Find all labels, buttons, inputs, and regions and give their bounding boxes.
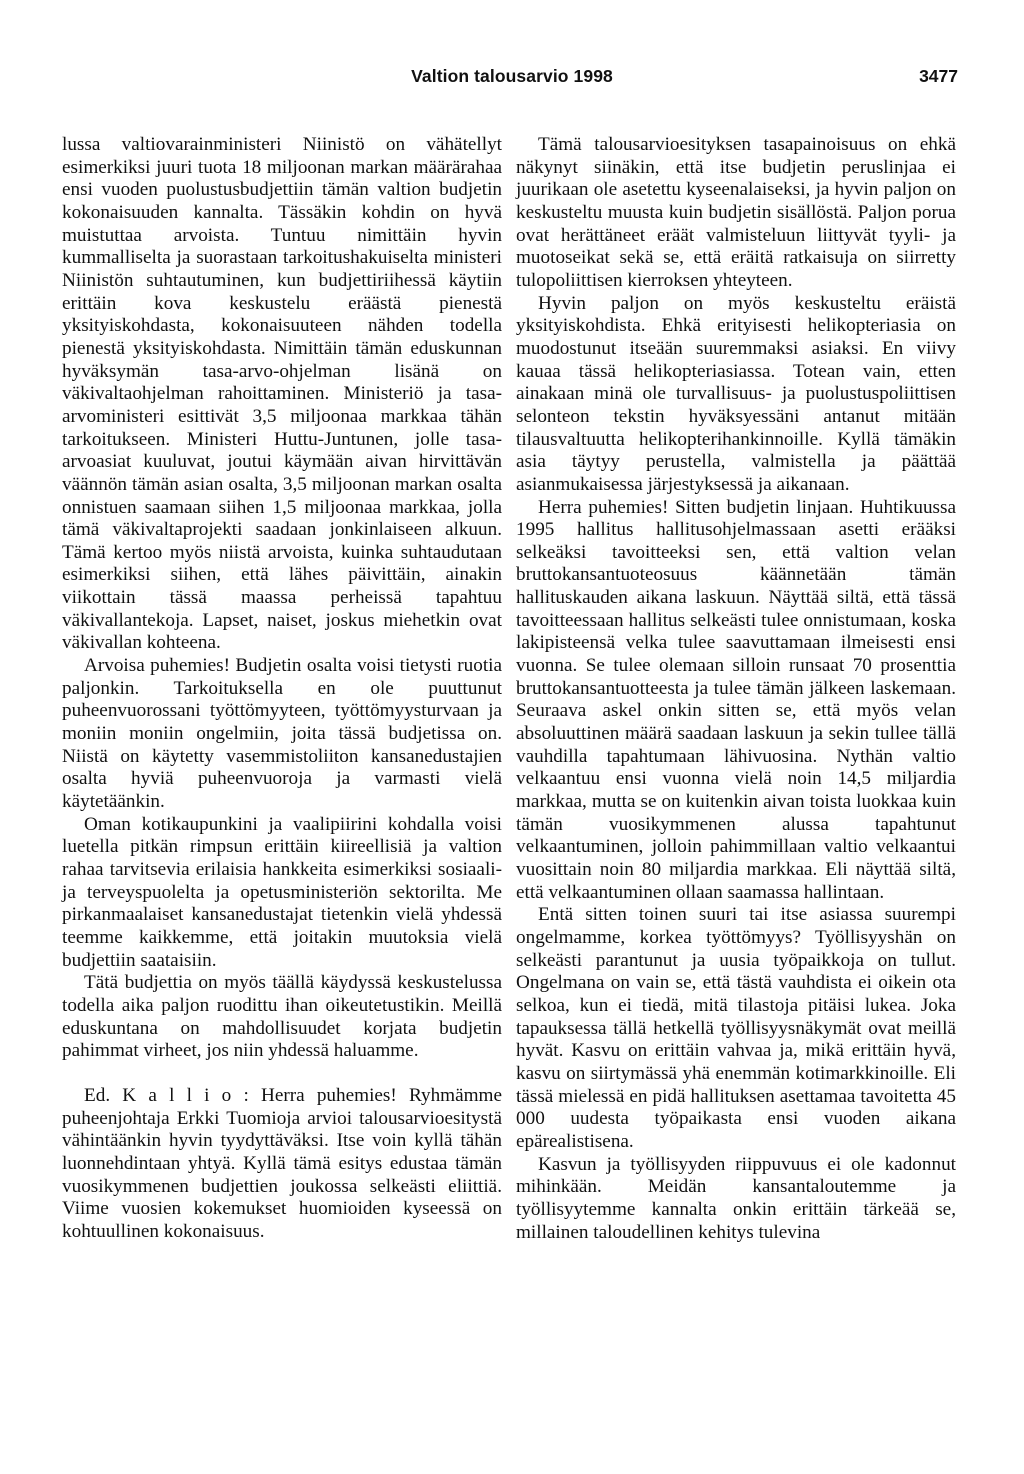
speaker-paragraph: Ed. K a l l i o : Herra puhemies! Ryhmämme puheenjohtaja Erkki Tuomioja arvioi talousarvioesitystä vähintäänkin hyvin tyydyttäväksi. Itse voin kyllä tähän luonnehdintaan yhtyä. Kyllä tämä esitys edustaa tämän vuosikymmenen budjettien joukossa selkeästi eliittiä. Viime vuosien kokemukset huomioiden kyseessä on kohtuullinen kokonaisuus. bbox=[62, 1084, 502, 1242]
paragraph: Tämä talousarvioesityksen tasapainoisuus on ehkä näkynyt siinäkin, että itse budjetin peruslinjaa ei juurikaan ole asetettu kyseenalaiseksi, ja hyvin paljon on keskusteltu muusta kuin budjetin sisällöstä. Paljon porua ovat herättäneet eräät valmisteluun liittyvät tyyli- ja muotoseikat sekä se, että eräitä ratkaisuja on siirretty tulopoliittisen kierroksen yhteyteen. bbox=[516, 134, 956, 291]
paragraph: lussa valtiovarainministeri Niinistö on vähätellyt esimerkiksi juuri tuota 18 miljoonan markan määrärahaa ensi vuoden puolustusbudjettiin tämän valtion budjetin kokonaisuuden kannalta. Tässäkin kohdin on hyvä muistuttaa arvoista. Tuntuu nimittäin hyvin kummalliselta ja suorastaan tarkoitushakuiselta ministeri Niinistön suhtautuminen, kun budjettiriihessä käytiin erittäin kova keskustelu eräästä pienestä yksityiskohdasta, kokonaisuuteen nähden todella pienestä yksityiskohdasta. Nimittäin tämän eduskunnan hyväksymän tasa-arvo-ohjelman lisänä on väkivaltaohjelman rahoittaminen. Ministeriö ja tasa-arvoministeri esittivät 3,5 miljoonaa markkaa tähän tarkoitukseen. Ministeri Huttu-Juntunen, jolle tasa-arvoasiat kuuluvat, joutui käymään aivan hirvittävän väännön tämän asian osalta, 3,5 miljoonan markan osalta onnistuen saamaan siihen 1,5 miljoonaa markkaa, jolla tämä väkivaltaprojekti saadaan jonkinlaiseen alkuun. Tämä kertoo myös niistä arvoista, kuinka suhtaudutaan esimerkiksi siihen, että lähes päivittäin, ainakin viikottain tässä maassa perheissä tapahtuu väkivallantekoja. Lapset, naiset, joskus miehetkin ovat väkivallan kohteena. bbox=[62, 134, 502, 654]
paragraph: Hyvin paljon on myös keskusteltu eräistä yksityiskohdista. Ehkä erityisesti helikopteriasia on muodostunut itseään suuremmaksi asiaksi. En viivy kauaa tässä helikopteriasiassa. Totean vain, etten ainakaan minä ole turvallisuus- ja puolustuspoliittisen selonteon tekstin hyväksyessäni antanut mitään tilausvaltuutta helikopterihankinnoille. Kyllä tämäkin asia täytyy perustella, valmistella ja päättää asianmukaisessa järjestyksessä ja aikanaan. bbox=[516, 292, 956, 495]
left-column bbox=[62, 134, 502, 1244]
paragraph: Entä sitten toinen suuri tai itse asiassa suurempi ongelmamme, korkea työttömyys? Työllisyyshän on selkeästi parantunut ja uusia työpaikkoja on tullut. Ongelmana on vain se, että tästä vauhdista ei oikein ota selkoa, kun ei tiedä, mitä tilastoja pitäisi lukea. Joka tapauksessa tällä hetkellä työllisyysnäkymät ovat meillä hyvät. Kasvu on erittäin vahvaa ja, mikä erittäin hyvä, kasvu on siirtymässä yhä enemmän kotimarkkinoille. Eli tässä mielessä en pidä hallituksen asettamaa tavoitetta 45 000 uudesta työpaikasta ensi vuoden aikana epärealistisena. bbox=[516, 904, 956, 1152]
paragraph: Arvoisa puhemies! Budjetin osalta voisi tietysti ruotia paljonkin. Tarkoituksella en ole puuttunut puheenvuorossani työttömyyteen, työttömyysturvaan ja moniin moniin ongelmiin, joita tässä budjetissa on. Niistä on käytetty vasemmistoliiton kansanedustajien osalta hyviä puheenvuoroja ja varmasti vielä käytetäänkin. bbox=[62, 655, 502, 813]
paragraph: Herra puhemies! Sitten budjetin linjaan. Huhtikuussa 1995 hallitus hallitusohjelmassaan asetti erääksi selkeäksi tavoitteeksi sen, että valtion velan bruttokansantuoteosuus käännetään tämän hallituskauden aikana laskuun. Näyttää siltä, että tässä tavoitteessaan hallitus selkeästi tulee onnistumaan, koska lakipisteensä velka tulee saavuttamaan ilmeisesti ensi vuonna. Se tulee olemaan silloin runsaat 70 prosenttia bruttokansantuotteesta ja tulee tämän jälkeen laskemaan. Seuraava askel onkin sitten se, että myös velan absoluuttinen määrä saadaan laskuun ja sekin tullee tällä vauhdilla tapahtumaan lähivuosina. Nythän valtio velkaantuu ensi vuonna vielä noin 14,5 miljardia markkaa, mutta se on kuitenkin aivan toista luokkaa kuin tämän vuosikymmenen alussa tapahtunut velkaantuminen, jolloin pahimmillaan valtio velkaantui vuosittain noin 80 miljardia markkaa. Eli näyttää siltä, että velkaantuminen ollaan saamassa hallintaan. bbox=[516, 496, 956, 903]
paragraph: Oman kotikaupunkini ja vaalipiirini kohdalla voisi luetella pitkän rimpsun erittäin kiireellisiä ja valtion rahaa tarvitsevia erilaisia hankkeita esimerkiksi sosiaali- ja terveyspuolelta ja opetusministeriön sektorilta. Me pirkanmaalaiset kansanedustajat tietenkin vielä yhdessä teemme kaikkemme, että joitakin muutoksia vielä budjettiin saataisiin. bbox=[62, 813, 502, 971]
page-number: 3477 bbox=[919, 66, 958, 86]
paragraph: Kasvun ja työllisyyden riippuvuus ei ole kadonnut mihinkään. Meidän kansantaloutemme ja työllisyytemme kannalta onkin erittäin tärkeää se, millainen taloudellinen kehitys tulevina bbox=[516, 1153, 956, 1243]
right-column bbox=[516, 134, 956, 1244]
running-header-title: Valtion talousarvio 1998 bbox=[411, 66, 613, 86]
paragraph: Tätä budjettia on myös täällä käydyssä keskustelussa todella aika paljon ruodittu ihan oikeutetustikin. Meillä eduskuntana on mahdollisuudet korjata budjetin pahimmat virheet, jos niin yhdessä haluamme. bbox=[62, 972, 502, 1062]
